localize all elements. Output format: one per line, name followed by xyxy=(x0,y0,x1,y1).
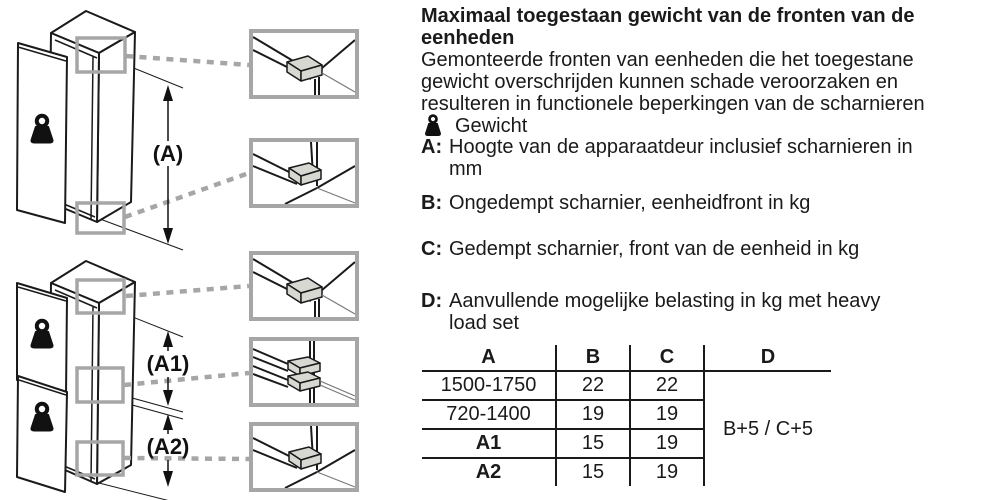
dimension-a2 xyxy=(147,414,190,487)
table-cell-d-merged: B+5 / C+5 xyxy=(722,417,814,440)
bottom-hinge-detail-icon xyxy=(251,424,357,490)
table-cell: 19 xyxy=(630,400,704,429)
table-row xyxy=(422,371,831,400)
column-header-b: B xyxy=(556,345,630,371)
dimension-a xyxy=(153,85,184,244)
column-header-d: D xyxy=(704,345,831,371)
page-title: Maximaal toegestaan gewicht van de fronten van de eenheden xyxy=(421,5,915,49)
double-door-unit-drawing xyxy=(17,261,249,500)
bottom-hinge-detail-icon xyxy=(251,140,357,206)
table-cell: 19 xyxy=(556,400,630,429)
table-cell: 19 xyxy=(630,458,704,486)
dim-label-a2: (A2) xyxy=(146,434,190,459)
table-cell: 19 xyxy=(630,429,704,458)
intro-paragraph: Gemonteerde fronten van eenheden die het toegestane gewicht overschrijden kunnen schade veroorzaken en resulteren in functionele beperkingen van de scharnieren xyxy=(421,49,925,115)
installation-diagram xyxy=(0,0,415,500)
definition-a: A: Hoogte van de apparaatdeur inclusief scharnieren in mm xyxy=(421,136,913,180)
column-header-a: A xyxy=(422,345,556,371)
weight-table xyxy=(422,345,831,486)
definition-key: C: xyxy=(421,238,443,260)
table-cell: 720-1400 xyxy=(422,400,556,429)
table-header-row xyxy=(422,345,831,371)
dim-label-a: (A) xyxy=(152,141,184,166)
dimension-a1 xyxy=(147,331,190,406)
column-header-c: C xyxy=(630,345,704,371)
table-cell: 1500-1750 xyxy=(422,371,556,400)
definition-c: C: Gedempt scharnier, front van de eenheid in kg xyxy=(421,238,860,260)
definition-key: B: xyxy=(421,192,443,214)
table-cell: A1 xyxy=(422,429,556,458)
top-hinge-detail-icon xyxy=(251,31,357,97)
definition-key: D: xyxy=(421,290,443,312)
definition-key: A: xyxy=(421,136,443,158)
weight-label: Gewicht xyxy=(455,115,528,137)
top-hinge-detail-icon xyxy=(251,253,357,319)
table-cell: 15 xyxy=(556,429,630,458)
table-cell: 22 xyxy=(556,371,630,400)
table-cell: 15 xyxy=(556,458,630,486)
definition-d: D: Aanvullende mogelijke belasting in kg met heavy load set xyxy=(421,290,881,334)
single-door-unit-drawing xyxy=(17,11,249,250)
definition-b: B: Ongedempt scharnier, eenheidfront in kg xyxy=(421,192,811,214)
table-cell: 22 xyxy=(630,371,704,400)
table-cell: A2 xyxy=(422,458,556,486)
dim-label-a1: (A1) xyxy=(146,351,190,376)
double-hinge-detail-icon xyxy=(251,339,357,405)
